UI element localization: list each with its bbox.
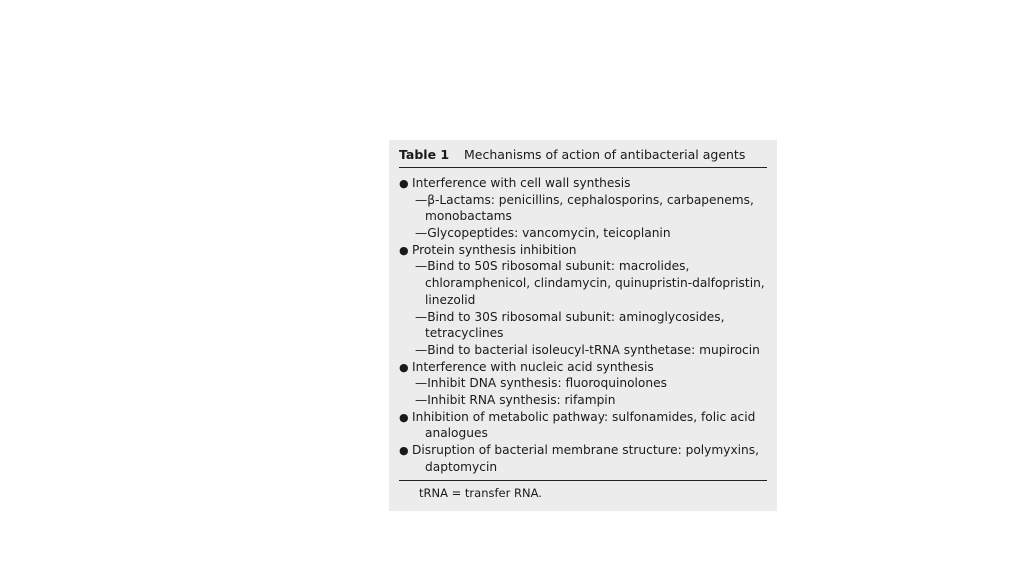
sub-item: [399, 192, 767, 209]
bullet-icon: ●: [399, 243, 409, 257]
bullet-icon: ●: [399, 177, 409, 190]
item-text: —Glycopeptides: vancomycin, teicoplanin: [415, 226, 671, 241]
item-text: —Inhibit DNA synthesis: fluoroquinolones: [415, 376, 667, 391]
sub-item: [399, 342, 767, 359]
item-text: daptomycin: [425, 459, 498, 474]
item-text: Inhibition of metabolic pathway: sulfonamides, folic acid: [412, 409, 756, 424]
sub-item: [399, 258, 767, 275]
sub-item: [399, 375, 767, 392]
item-text: Protein synthesis inhibition: [412, 242, 577, 257]
item-text: —β-Lactams: penicillins, cephalosporins, carbapenems,: [415, 192, 754, 207]
item-text: —Bind to 50S ribosomal subunit: macrolides,: [415, 259, 690, 274]
bullet-item: [399, 442, 767, 459]
sub-item: [399, 392, 767, 409]
bullet-item: [399, 242, 767, 259]
bullet-icon: ●: [399, 360, 409, 374]
item-text: —Inhibit RNA synthesis: rifampin: [415, 392, 616, 407]
table-title: Mechanisms of action of antibacterial agents: [464, 147, 746, 162]
item-continuation: [399, 275, 767, 292]
bullet-icon: ●: [399, 444, 409, 457]
item-continuation: [399, 292, 767, 309]
table-label: Table 1: [399, 147, 450, 162]
item-continuation: [399, 425, 767, 442]
top-rule: [399, 167, 767, 168]
item-text: —Bind to 30S ribosomal subunit: aminoglycosides,: [415, 309, 725, 324]
item-continuation: [399, 459, 767, 476]
item-text: chloramphenicol, clindamycin, quinupristin-dalfopristin,: [425, 276, 765, 291]
item-text: linezolid: [425, 292, 476, 307]
sub-item: [399, 225, 767, 242]
item-continuation: [399, 325, 767, 342]
bullet-icon: ●: [399, 410, 409, 424]
table-figure: [389, 140, 777, 511]
item-text: analogues: [425, 426, 488, 441]
bottom-rule: [399, 480, 767, 481]
bullet-item: [399, 175, 767, 192]
item-text: monobactams: [425, 209, 512, 224]
item-text: Interference with cell wall synthesis: [412, 176, 631, 190]
item-text: Interference with nucleic acid synthesis: [412, 359, 654, 374]
bullet-item: [399, 359, 767, 376]
table-footnote: tRNA = transfer RNA.: [419, 486, 542, 501]
table-caption: [399, 146, 767, 163]
item-text: Disruption of bacterial membrane structure: polymyxins,: [412, 443, 760, 457]
sub-item: [399, 309, 767, 326]
table-items: [399, 175, 767, 475]
item-text: —Bind to bacterial isoleucyl-tRNA synthetase: mupirocin: [415, 342, 760, 357]
bullet-item: [399, 409, 767, 426]
item-continuation: [399, 208, 767, 225]
item-text: tetracyclines: [425, 326, 504, 341]
